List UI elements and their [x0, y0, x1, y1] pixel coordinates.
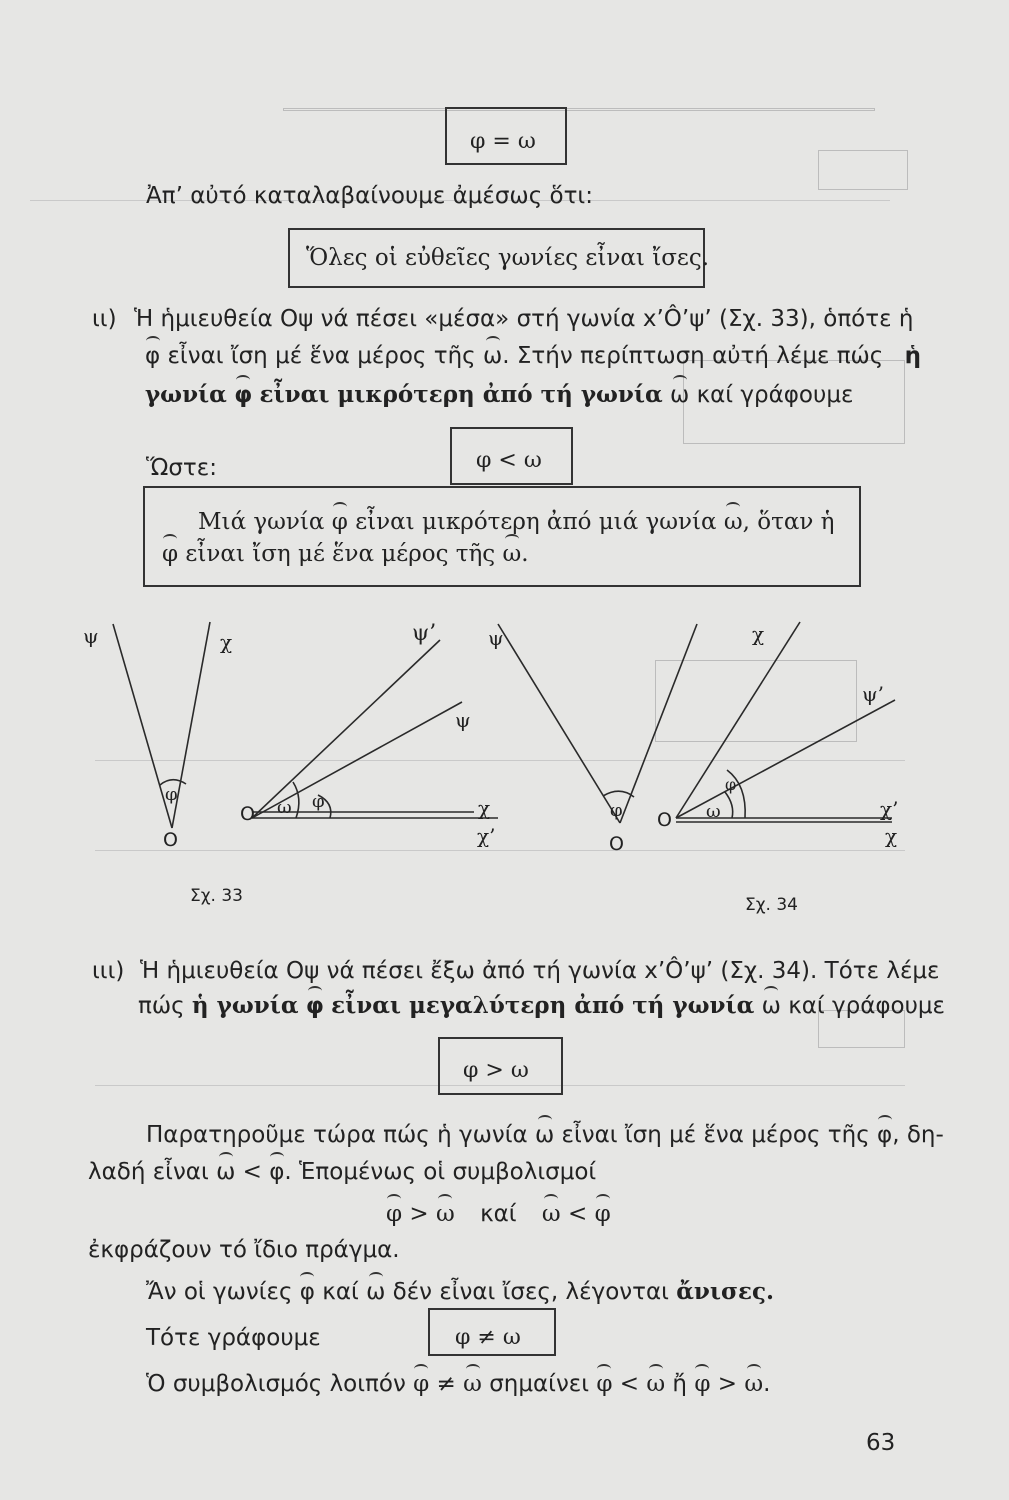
final-text2: σημαίνει: [489, 1371, 590, 1397]
figures-33-34: [0, 600, 1009, 920]
omega-symbol: ω: [463, 1371, 482, 1397]
unequal-text3: δέν εἶναι ἴσες, λέγονται: [392, 1279, 669, 1305]
fig33-ray-psi: [113, 624, 172, 828]
case3-text: πώς: [138, 993, 185, 1019]
phi-symbol: φ: [162, 541, 179, 567]
omega-symbol: ω: [534, 1122, 555, 1148]
fig33-label-psi: ψ: [83, 624, 99, 648]
unequal-emph: ἄνισες.: [676, 1278, 774, 1305]
less-than-sign: <: [242, 1159, 262, 1185]
omega-symbol: ω: [723, 509, 743, 535]
omega-symbol: ω: [216, 1159, 236, 1185]
phi-symbol: φ: [145, 343, 161, 369]
unequal-line: [146, 1278, 774, 1306]
case2-line1: Ἡ ἡμιευθεία Οψ νά πέσει «μέσα» στή γωνία x’Ô’ψ’ (Σχ. 33), ὁπότε ἡ: [134, 306, 914, 332]
case2-line2-emph: ἡ: [904, 343, 921, 369]
wste-label: Ὥστε:: [146, 455, 217, 481]
rule-less-line2: [162, 540, 529, 568]
omega-symbol: ω: [646, 1371, 666, 1397]
fig34-label-psi: ψ: [488, 626, 504, 650]
case3-line2: [138, 992, 945, 1020]
rule-less-text5: .: [521, 541, 529, 567]
formula-greater: φ > ω: [463, 1058, 529, 1083]
final-period: .: [763, 1371, 771, 1397]
phi-symbol: φ: [234, 382, 253, 408]
rule-equal: Ὅλες οἱ εὐθεῖες γωνίες εἶναι ἴσες.: [306, 245, 710, 271]
omega-symbol: ω: [744, 1371, 764, 1397]
observe-text: Παρατηροῦμε τώρα πώς ἡ γωνία: [146, 1122, 528, 1148]
intro-line: Ἀπ’ αὐτό καταλαβαίνουμε ἀμέσως ὅτι:: [146, 183, 593, 209]
phi-symbol: φ: [596, 1371, 613, 1397]
fig34-ray-chi: [620, 624, 697, 823]
page-number: 63: [866, 1430, 896, 1456]
case3-emph2: εἶναι μεγαλύτερη ἀπό τή γωνία: [331, 992, 755, 1019]
fig33-label-psi3: ψ’: [412, 621, 437, 646]
fig34-label-omega: ω: [706, 801, 721, 822]
phi-symbol: φ: [877, 1122, 893, 1148]
case3-emph: ἡ γωνία: [191, 992, 299, 1019]
case2-line3-emph: γωνία: [145, 381, 227, 408]
fig34-caption: Σχ. 34: [745, 895, 799, 915]
fig33-label-chi2: χ: [478, 796, 491, 820]
case2-line3-emph2: εἶναι μικρότερη ἀπό τή γωνία: [259, 381, 663, 408]
observe-text4: λαδή εἶναι: [88, 1159, 209, 1185]
unequal-text: Ἄν οἱ γωνίες: [146, 1279, 293, 1305]
tote-label: Τότε γράφουμε: [146, 1325, 321, 1351]
case3-line1: Ἡ ἡμιευθεία Οψ νά πέσει ἔξω ἀπό τή γωνία x’Ô’ψ’ (Σχ. 34). Τότε λέμε: [140, 958, 940, 984]
fig34-label-psi2: ψ’: [862, 682, 885, 706]
formula-less: φ < ω: [476, 448, 542, 473]
case3-marker: ιιι): [92, 958, 125, 984]
fig33-ray-chi: [172, 622, 210, 828]
rule-less-text: Μιά γωνία: [198, 509, 325, 535]
case2-line2: [145, 342, 921, 370]
fig34-label-chi2: χ’: [880, 797, 899, 821]
final-or: ἤ: [672, 1371, 687, 1397]
case2-line2-text: εἶναι ἴση μέ ἕνα μέρος τῆς: [167, 343, 476, 369]
less-than-sign: <: [619, 1371, 640, 1397]
case2-line3: [145, 381, 853, 409]
express-line: ἐκφράζουν τό ἴδιο πράγμα.: [88, 1237, 400, 1263]
observe-text3: , δη-: [892, 1122, 944, 1148]
fig33-label-phi2: φ: [312, 791, 325, 812]
case2-line3-text: καί γράφουμε: [696, 382, 854, 408]
case3-text2: καί γράφουμε: [788, 993, 945, 1019]
fig33-label-omega: ω: [277, 797, 292, 818]
omega-symbol: ω: [670, 382, 690, 408]
rule-less-text2: εἶναι μικρότερη ἀπό μιά γωνία: [355, 509, 717, 535]
rule-less-box: [143, 486, 861, 587]
formula-equal: φ = ω: [470, 129, 536, 154]
phi-symbol: φ: [269, 1159, 285, 1185]
omega-symbol: ω: [541, 1201, 561, 1227]
greater-than-sign: >: [717, 1371, 738, 1397]
case2-marker: ιι): [92, 306, 117, 332]
observe-line2: [88, 1158, 596, 1186]
fig34-label-phi2: φ: [725, 775, 737, 794]
equiv-kai: καί: [480, 1201, 517, 1227]
omega-symbol: ω: [502, 541, 522, 567]
fig34-label-chi: χ: [752, 622, 765, 646]
fig33-label-psi2: ψ: [455, 708, 471, 732]
phi-symbol: φ: [299, 1279, 315, 1305]
fig34-label-chi3: χ: [885, 824, 898, 848]
omega-symbol: ω: [761, 993, 781, 1019]
rule-less-text3: , ὅταν ἡ: [742, 509, 835, 535]
less-than-sign: <: [567, 1201, 588, 1227]
omega-symbol: ω: [482, 343, 503, 369]
final-text: Ὁ συμβολισμός λοιπόν: [146, 1371, 406, 1397]
phi-symbol: φ: [386, 1201, 403, 1227]
fig34-label-o: O: [609, 833, 624, 855]
fig34-label-o2: O: [657, 809, 672, 831]
unequal-text2: καί: [322, 1279, 359, 1305]
fig33-label-o2: O: [240, 803, 255, 825]
phi-symbol: φ: [413, 1371, 430, 1397]
observe-line1: [146, 1121, 944, 1149]
formula-neq: φ ≠ ω: [455, 1325, 521, 1350]
equiv-formula: [386, 1200, 611, 1228]
rule-less-text4: εἶναι ἴση μέ ἕνα μέρος τῆς: [185, 541, 496, 567]
phi-symbol: φ: [694, 1371, 711, 1397]
observe-text5: . Ἑπομένως οἱ συμβολισμοί: [284, 1159, 597, 1185]
fig34-ray-psi: [498, 624, 620, 823]
omega-symbol: ω: [366, 1279, 386, 1305]
rule-less-line1: [198, 508, 834, 536]
phi-symbol: φ: [594, 1201, 611, 1227]
fig34-ray-psi: [676, 622, 800, 818]
fig33-label-chi3: χ’: [477, 824, 496, 848]
omega-symbol: ω: [436, 1201, 455, 1227]
fig34-label-phi: φ: [610, 800, 623, 821]
phi-symbol: φ: [305, 993, 324, 1019]
fig33-label-chi: χ: [220, 630, 233, 654]
fig33-label-phi: φ: [165, 784, 178, 805]
final-line: [146, 1370, 770, 1398]
observe-text2: εἶναι ἴση μέ ἕνα μέρος τῆς: [561, 1122, 870, 1148]
not-equal-sign: ≠: [436, 1371, 456, 1397]
bleed-through-box: [818, 150, 908, 190]
phi-symbol: φ: [331, 509, 348, 535]
bleed-through-box: [283, 108, 875, 111]
case2-line2-text2: . Στήν περίπτωση αὐτή λέμε πώς: [502, 343, 884, 369]
fig33-label-o: O: [163, 829, 178, 851]
greater-than-sign: >: [409, 1201, 429, 1227]
fig33-caption: Σχ. 33: [190, 886, 244, 906]
